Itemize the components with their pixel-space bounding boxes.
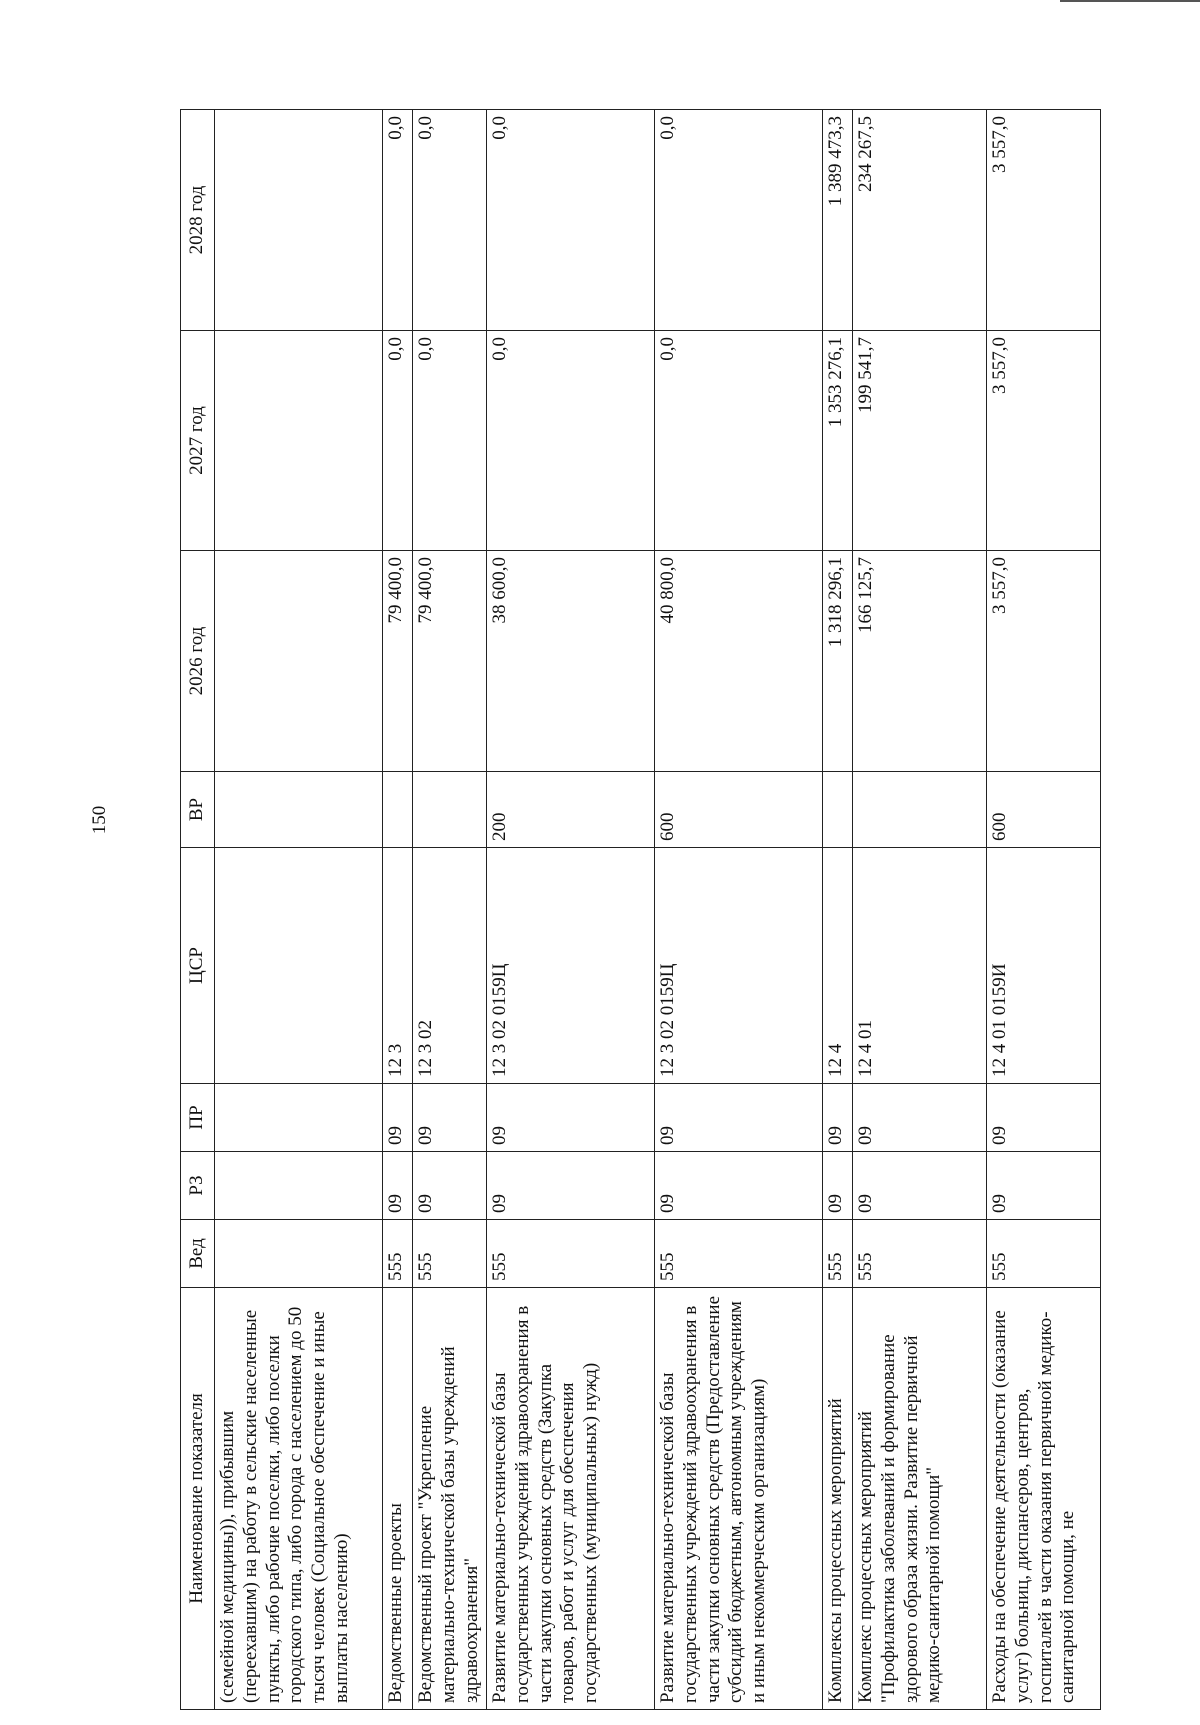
cell-2028: 1 389 473,3 xyxy=(823,110,853,331)
cell-2026: 166 125,7 xyxy=(853,551,987,772)
cell-rz xyxy=(215,1152,383,1220)
cell-2026: 40 800,0 xyxy=(655,551,823,772)
cell-csr xyxy=(215,848,383,1084)
cell-csr: 12 3 02 xyxy=(413,848,487,1084)
header-rz: РЗ xyxy=(181,1152,215,1220)
cell-name: Комплексы процессных мероприятий xyxy=(823,1288,853,1710)
cell-pr: 09 xyxy=(383,1084,413,1152)
cell-2028: 0,0 xyxy=(655,110,823,331)
cell-rz: 09 xyxy=(383,1152,413,1220)
cell-ved: 555 xyxy=(413,1220,487,1288)
cell-vr: 200 xyxy=(487,772,655,848)
cell-2028: 0,0 xyxy=(383,110,413,331)
cell-rz: 09 xyxy=(413,1152,487,1220)
cell-2028: 0,0 xyxy=(487,110,655,331)
cell-2027: 1 353 276,1 xyxy=(823,331,853,551)
cell-name: Ведомственный проект "Укрепление материально-технической базы учреждений здравоохранения" xyxy=(413,1288,487,1710)
cell-2026: 3 557,0 xyxy=(987,551,1101,772)
cell-ved: 555 xyxy=(853,1220,987,1288)
cell-rz: 09 xyxy=(655,1152,823,1220)
table-row xyxy=(655,110,823,1710)
header-2027: 2027 год xyxy=(181,331,215,551)
cell-csr: 12 3 02 0159Ц xyxy=(655,848,823,1084)
table-row xyxy=(853,110,987,1710)
cell-pr: 09 xyxy=(487,1084,655,1152)
cell-2026 xyxy=(215,551,383,772)
cell-2027 xyxy=(215,331,383,551)
cell-pr: 09 xyxy=(823,1084,853,1152)
cell-2028: 3 557,0 xyxy=(987,110,1101,331)
cell-vr xyxy=(413,772,487,848)
cell-csr: 12 4 01 xyxy=(853,848,987,1084)
rotated-table-inner xyxy=(180,110,1100,1710)
cell-vr: 600 xyxy=(987,772,1101,848)
cell-vr: 600 xyxy=(655,772,823,848)
table-row xyxy=(413,110,487,1710)
cell-ved: 555 xyxy=(383,1220,413,1288)
cell-ved: 555 xyxy=(487,1220,655,1288)
table-row xyxy=(823,110,853,1710)
cell-2027: 0,0 xyxy=(487,331,655,551)
cell-ved: 555 xyxy=(655,1220,823,1288)
cell-2027: 3 557,0 xyxy=(987,331,1101,551)
cell-name: Ведомственные проекты xyxy=(383,1288,413,1710)
top-edge-rule xyxy=(1060,0,1200,2)
cell-ved xyxy=(215,1220,383,1288)
budget-table xyxy=(180,109,1101,1710)
cell-2027: 0,0 xyxy=(413,331,487,551)
cell-pr: 09 xyxy=(853,1084,987,1152)
cell-2027: 0,0 xyxy=(655,331,823,551)
table-row xyxy=(487,110,655,1710)
header-vr: ВР xyxy=(181,772,215,848)
cell-name: Развитие материально-технической базы государственных учреждений здравоохранения в части закупки основных средств (Закупка товаров, работ и услуг для обеспечения государственных (муниципальных) нужд) xyxy=(487,1288,655,1710)
header-2026: 2026 год xyxy=(181,551,215,772)
cell-2027: 0,0 xyxy=(383,331,413,551)
cell-csr: 12 3 xyxy=(383,848,413,1084)
cell-rz: 09 xyxy=(853,1152,987,1220)
cell-name: Расходы на обеспечение деятельности (оказание услуг) больниц, диспансеров, центров, госпиталей в части оказания первичной медико-санитарной помощи, не xyxy=(987,1288,1101,1710)
header-ved: Вед xyxy=(181,1220,215,1288)
cell-csr: 12 4 xyxy=(823,848,853,1084)
cell-csr: 12 4 01 0159И xyxy=(987,848,1101,1084)
cell-rz: 09 xyxy=(487,1152,655,1220)
header-2028: 2028 год xyxy=(181,110,215,331)
cell-vr xyxy=(823,772,853,848)
cell-2028 xyxy=(215,110,383,331)
cell-2027: 199 541,7 xyxy=(853,331,987,551)
rotated-table-container xyxy=(180,110,1200,1703)
cell-name: Развитие материально-технической базы государственных учреждений здравоохранения в части закупки основных средств (Предоставление субсидий бюджетным, автономным учреждениям и иным некоммерческим организациям) xyxy=(655,1288,823,1710)
header-pr: ПР xyxy=(181,1084,215,1152)
cell-2026: 79 400,0 xyxy=(383,551,413,772)
header-csr: ЦСР xyxy=(181,848,215,1084)
table-row xyxy=(383,110,413,1710)
table-row xyxy=(215,110,383,1710)
cell-pr: 09 xyxy=(413,1084,487,1152)
cell-2028: 234 267,5 xyxy=(853,110,987,331)
cell-name: Комплекс процессных мероприятий "Профилактика заболеваний и формирование здорового образа жизни. Развитие первичной медико-санитарной помощи" xyxy=(853,1288,987,1710)
cell-ved: 555 xyxy=(823,1220,853,1288)
cell-2026: 1 318 296,1 xyxy=(823,551,853,772)
cell-2026: 38 600,0 xyxy=(487,551,655,772)
header-row xyxy=(181,110,215,1710)
cell-ved: 555 xyxy=(987,1220,1101,1288)
cell-rz: 09 xyxy=(987,1152,1101,1220)
cell-vr xyxy=(383,772,413,848)
page-number: 150 xyxy=(89,805,110,835)
table-row xyxy=(987,110,1101,1710)
cell-2028: 0,0 xyxy=(413,110,487,331)
cell-name: (семейной медицины)), прибывшим (переехавшим) на работу в сельские населенные пункты, либо рабочие поселки, либо поселки городского типа, либо города с населением до 50 тысяч человек (Социальное обеспечение и иные выплаты населению) xyxy=(215,1288,383,1710)
cell-rz: 09 xyxy=(823,1152,853,1220)
cell-vr xyxy=(853,772,987,848)
cell-csr: 12 3 02 0159Ц xyxy=(487,848,655,1084)
cell-vr xyxy=(215,772,383,848)
cell-pr xyxy=(215,1084,383,1152)
cell-2026: 79 400,0 xyxy=(413,551,487,772)
cell-pr: 09 xyxy=(987,1084,1101,1152)
cell-pr: 09 xyxy=(655,1084,823,1152)
header-name: Наименование показателя xyxy=(181,1288,215,1710)
